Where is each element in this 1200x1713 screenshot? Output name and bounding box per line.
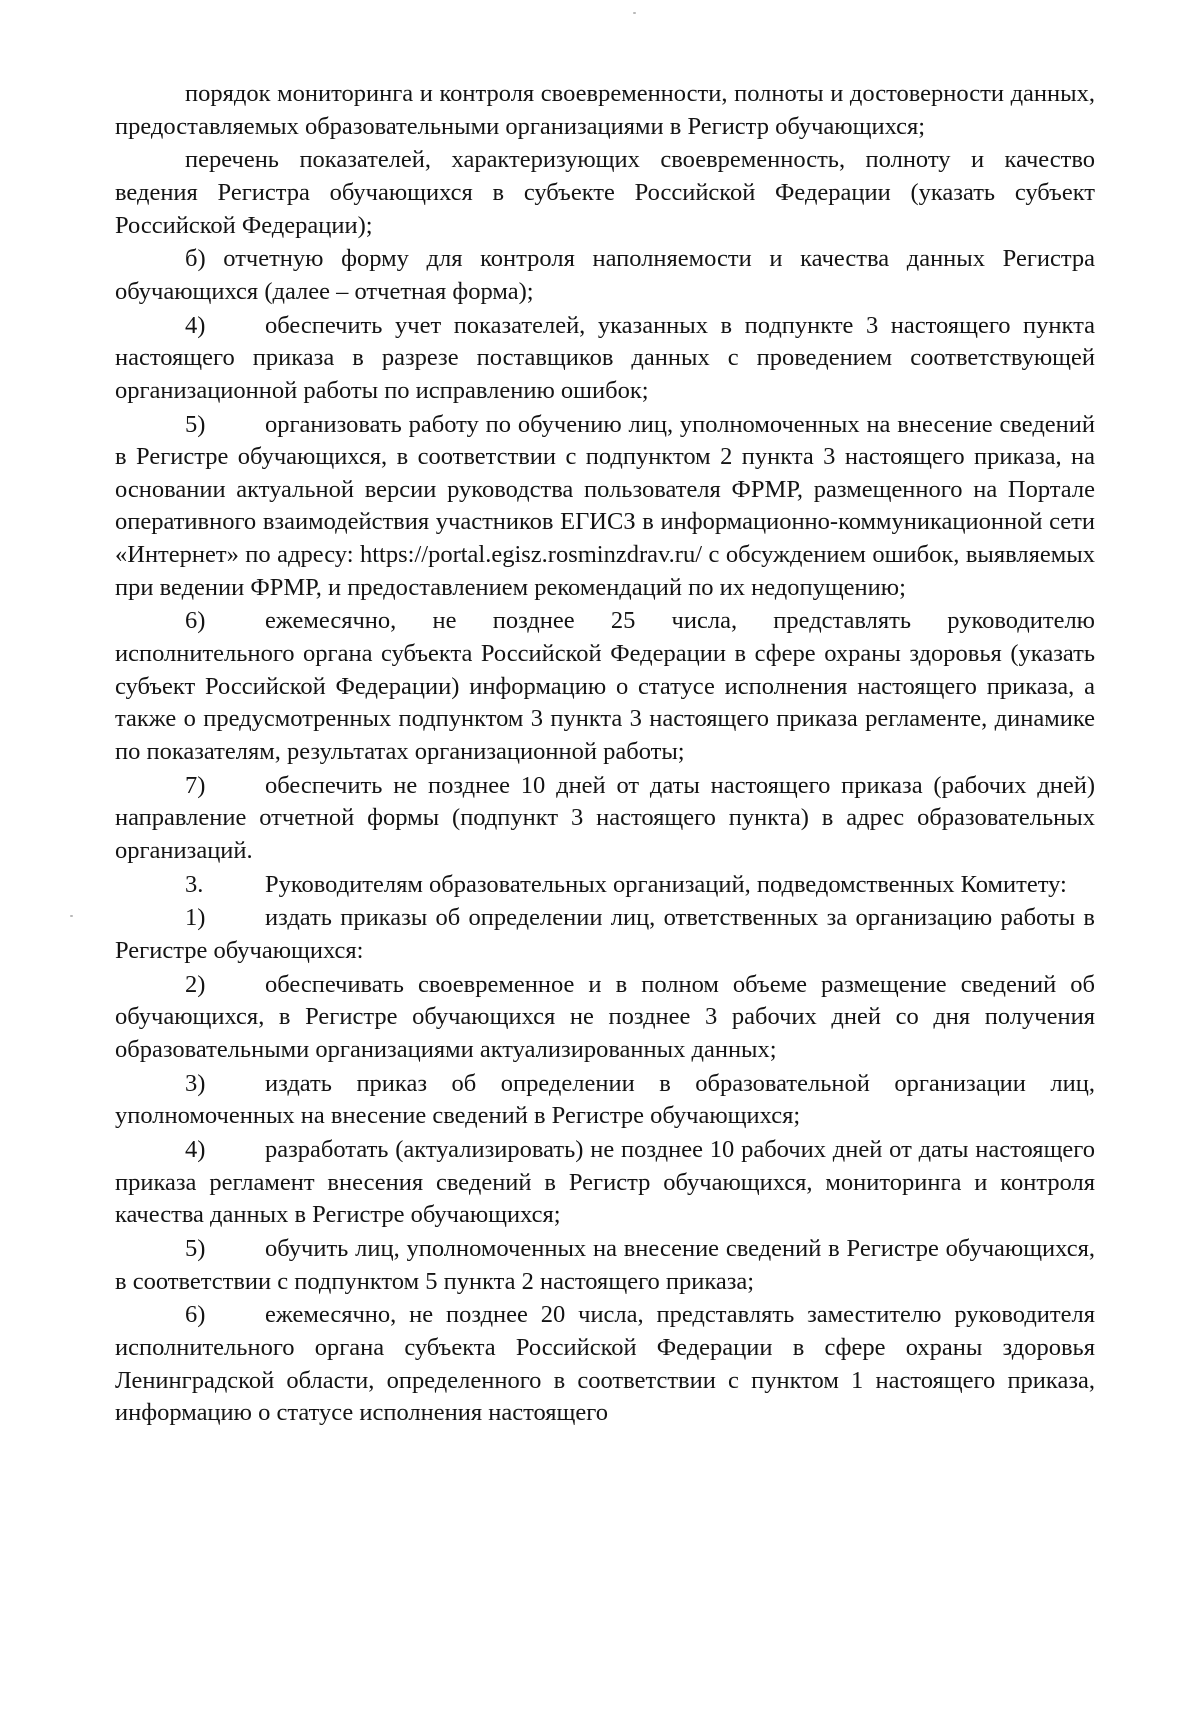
paragraph-text: обеспечить учет показателей, указанных в подпункте 3 настоящего пункта настоящего приказа в разрезе поставщиков данных с проведением соответствующей организационной работы по исправлению ошибок; (115, 311, 1095, 404)
document-page (115, 78, 1095, 1431)
item-number: 3) (185, 1069, 206, 1097)
paragraph-text: порядок мониторинга и контроля своевременности, полноты и достоверности данных, предоставляемых образовательными организациями в Регистр обучающихся; (115, 80, 1095, 140)
item-number: 2) (185, 970, 206, 998)
scan-speck (70, 915, 73, 917)
paragraph-text: обеспечить не позднее 10 дней от даты настоящего приказа (рабочих дней) направление отчетной формы (подпункт 3 настоящего пункта) в адрес образовательных организаций. (115, 771, 1095, 864)
item-number: 6) (185, 607, 206, 635)
item-number: 4) (185, 311, 206, 339)
paragraph-text: организовать работу по обучению лиц, уполномоченных на внесение сведений в Регистре обучающихся, в соответствии с подпунктом 2 пункта 3 настоящего приказа, на основании актуальной версии руководства пользователя ФРМР, размещенного на Портале оперативного взаимодействия участников ЕГИСЗ в информационно-коммуникационной сети «Интернет» по адресу: https://portal.egisz.rosminzdrav.ru/ с обсуждением ошибок, выявляемых при ведении ФРМР, и предоставлением рекомендаций по их недопущению; (115, 410, 1095, 601)
item-number: 4) (185, 1136, 206, 1164)
paragraph-text: обучить лиц, уполномоченных на внесение сведений в Регистре обучающихся, в соответствии с подпунктом 5 пункта 2 настоящего приказа; (115, 1235, 1095, 1295)
paragraph-reporting-form (115, 243, 1095, 308)
paragraph-text: ежемесячно, не позднее 20 числа, представлять заместителю руководителя исполнительного органа субъекта Российской Федерации в сфере охраны здоровья Ленинградской области, определенного в соответствии с пунктом 1 настоящего приказа, информацию о статусе исполнения настоящего (115, 1301, 1095, 1427)
paragraph-text: ежемесячно, не позднее 25 числа, представлять руководителю исполнительного органа субъекта Российской Федерации в сфере охраны здоровья (указать субъект Российской Федерации) информацию о статусе исполнения настоящего приказа, а также о предусмотренных подпунктом 3 пункта 3 настоящего приказа регламенте, динамике по показателям, результатах организационной работы; (115, 607, 1095, 765)
paragraph-item-3-2 (115, 969, 1095, 1067)
scan-speck (633, 12, 636, 14)
paragraph-text: издать приказ об определении в образовательной организации лиц, уполномоченных на внесение сведений в Регистре обучающихся; (115, 1069, 1095, 1130)
paragraph-item-3-4 (115, 1134, 1095, 1232)
paragraph-item-3-6 (115, 1299, 1095, 1429)
paragraph-text: обеспечивать своевременное и в полном объеме размещение сведений об обучающихся, в Регистре обучающихся не позднее 3 рабочих дней со дня получения образовательными организациями актуализированных данных; (115, 970, 1095, 1063)
paragraph-text: разработать (актуализировать) не позднее 10 рабочих дней от даты настоящего приказа регламент внесения сведений в Регистр обучающихся, мониторинга и контроля качества данных в Регистре обучающихся; (115, 1136, 1095, 1229)
section-number: 3. (185, 870, 204, 898)
paragraph-item-3-3 (115, 1068, 1095, 1133)
item-number: 5) (185, 410, 206, 438)
paragraph-text: издать приказы об определении лиц, ответственных за организацию работы в Регистре обучающихся: (115, 904, 1095, 964)
paragraph-item-3-1 (115, 902, 1095, 967)
item-number: 7) (185, 771, 206, 799)
item-number: 5) (185, 1235, 206, 1263)
item-number: 1) (185, 904, 206, 932)
paragraph-monitoring-procedure (115, 78, 1095, 143)
paragraph-item-2-6 (115, 605, 1095, 768)
paragraph-text: б) отчетную форму для контроля наполняемости и качества данных Регистра обучающихся (далее – отчетная форма); (115, 245, 1095, 305)
paragraph-text: Руководителям образовательных организаций, подведомственных Комитету: (265, 870, 1067, 898)
paragraph-item-2-5 (115, 409, 1095, 605)
item-number: 6) (185, 1301, 206, 1329)
paragraph-item-3-5 (115, 1233, 1095, 1298)
paragraph-indicators-list (115, 144, 1095, 242)
paragraph-item-2-4 (115, 310, 1095, 408)
paragraph-text: перечень показателей, характеризующих своевременность, полноту и качество ведения Регистра обучающихся в субъекте Российской Федерации (указать субъект Российской Федерации); (115, 146, 1095, 239)
paragraph-section-3 (115, 869, 1095, 902)
paragraph-item-2-7 (115, 770, 1095, 868)
